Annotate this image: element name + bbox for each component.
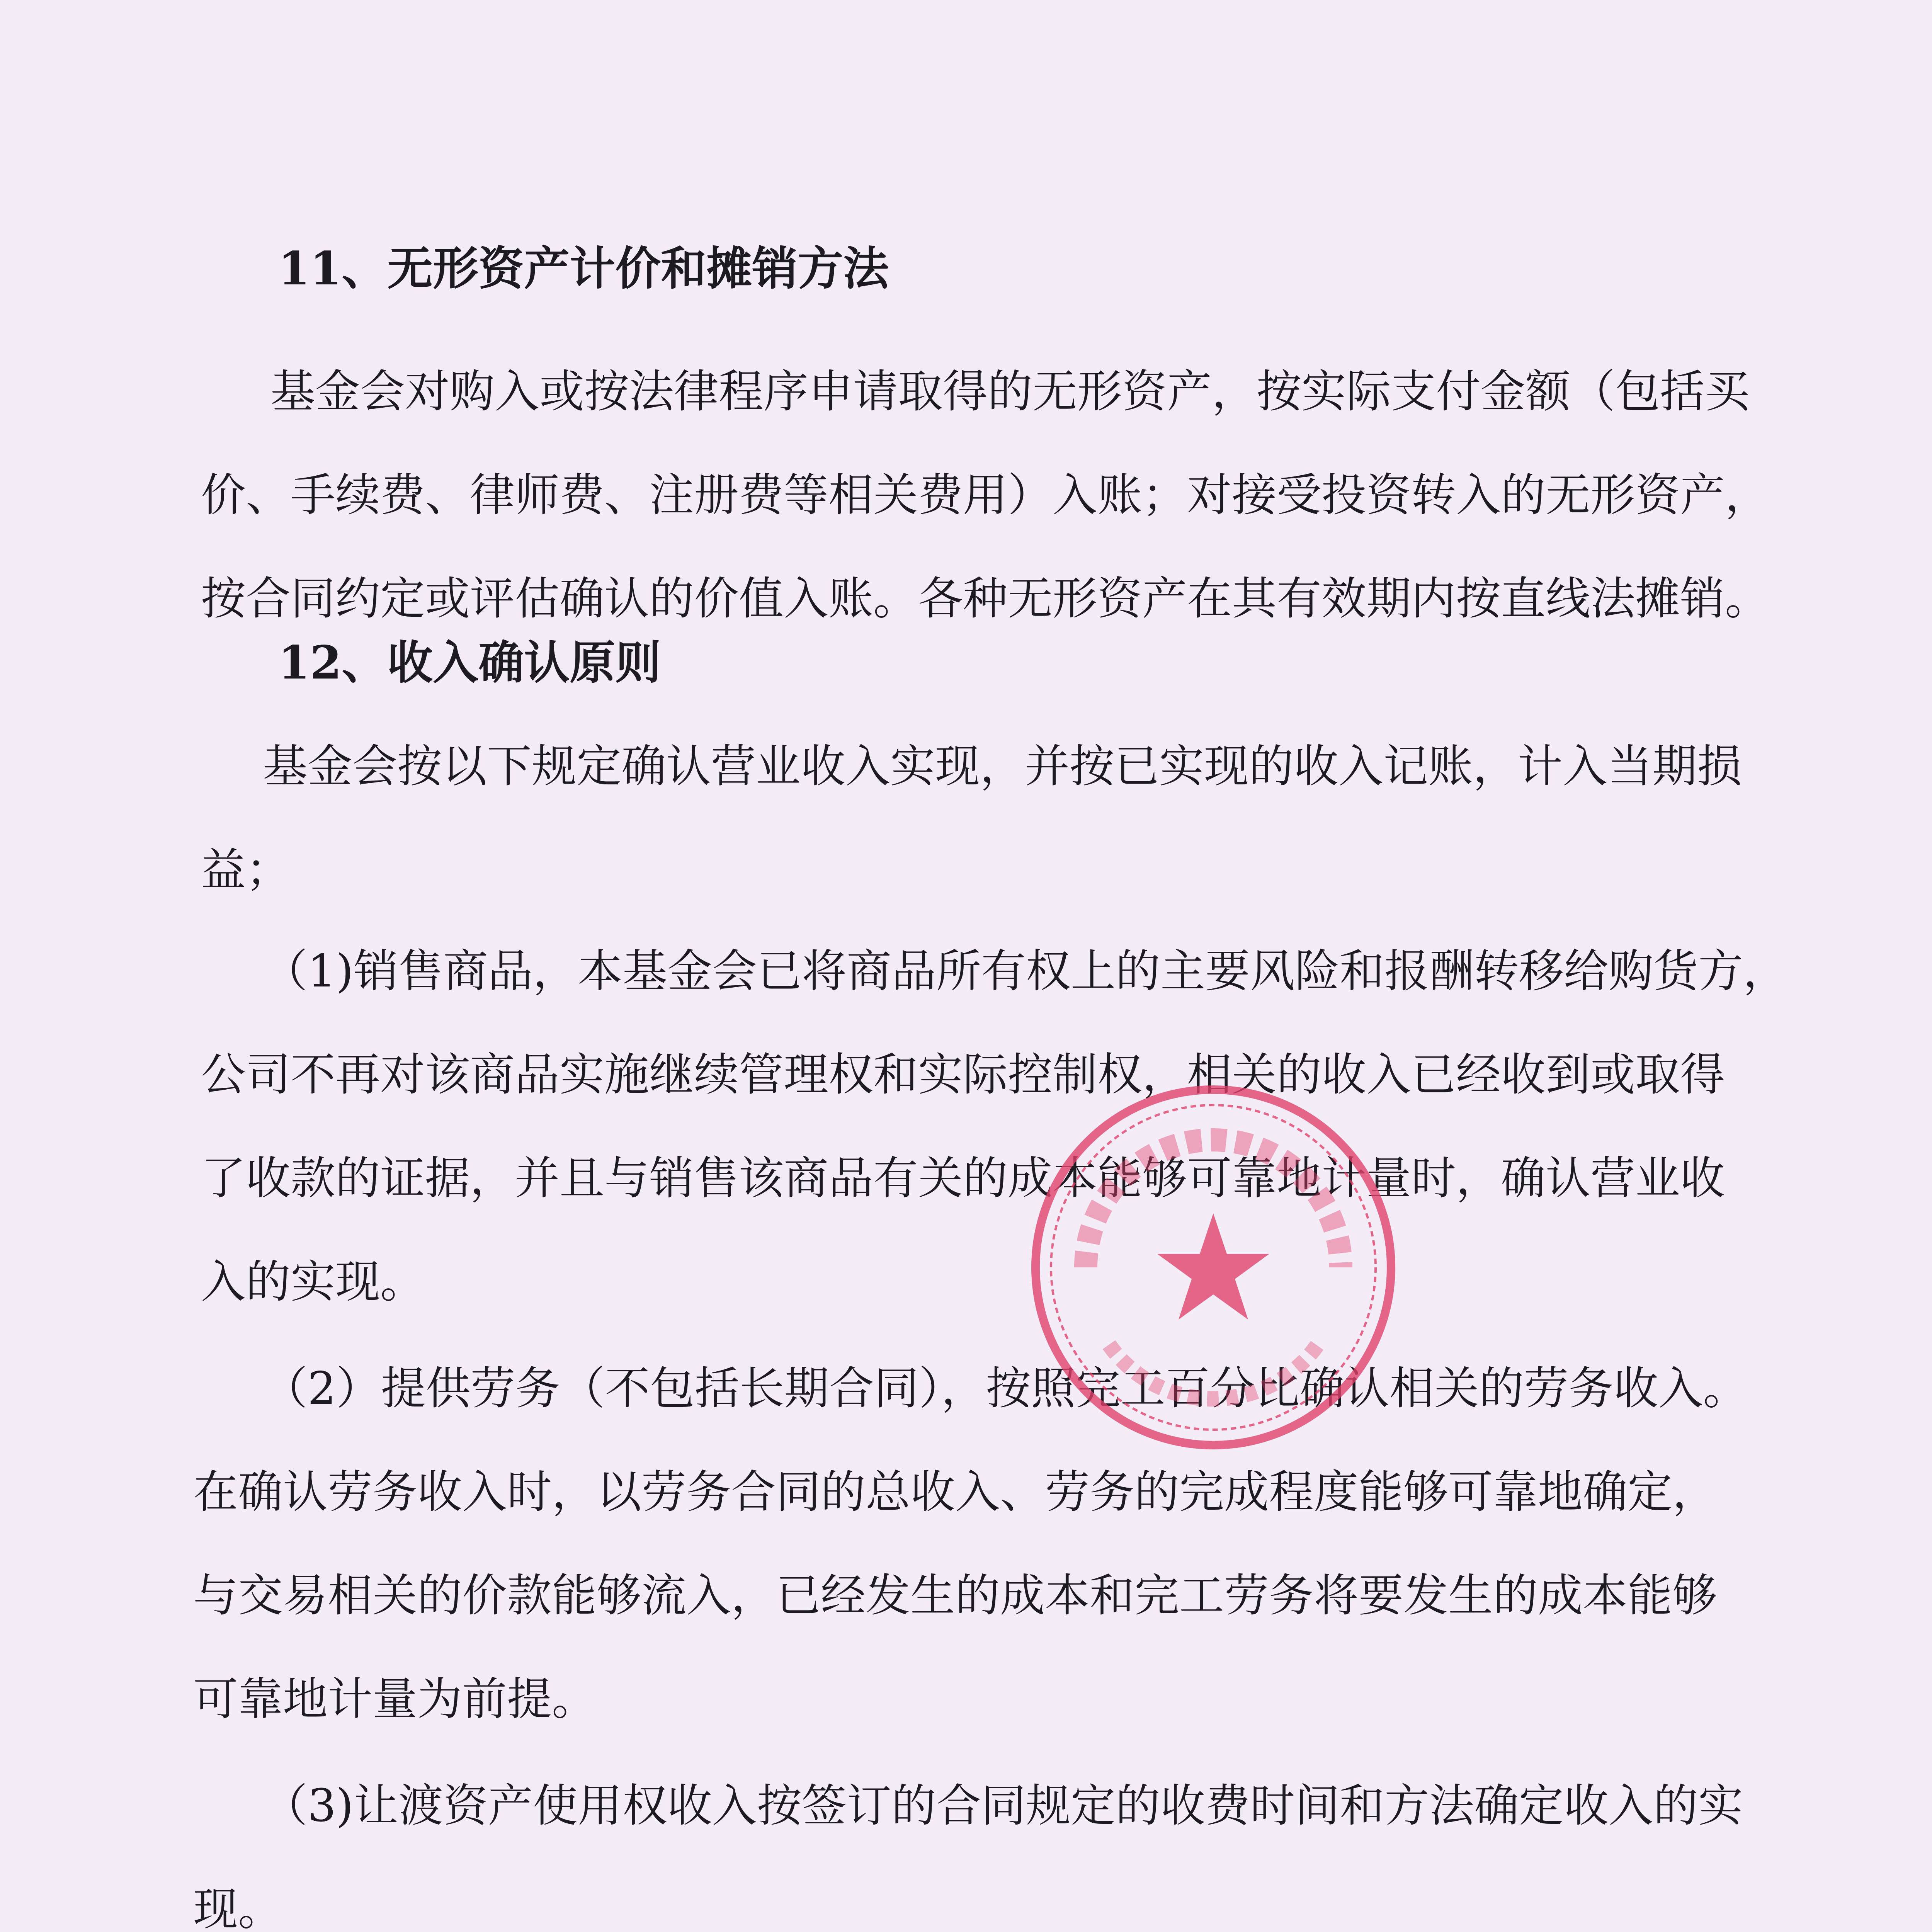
- revenue-item-3-line: （3)让渡资产使用权收入按签订的合同规定的收费时间和方法确定收入的实: [263, 1780, 1743, 1832]
- section-11-title: 11、无形资产计价和摊销方法: [278, 242, 889, 295]
- section-11-line: 基金会对购入或按法律程序申请取得的无形资产，按实际支付金额（包括买: [270, 366, 1750, 418]
- section-12-title: 12、收入确认原则: [278, 636, 661, 689]
- revenue-item-1-line: 了收款的证据，并且与销售该商品有关的成本能够可靠地计量时，确认营业收: [201, 1152, 1725, 1204]
- section-11-body: [201, 340, 1816, 651]
- revenue-item-3-line: 现。: [193, 1883, 283, 1932]
- revenue-item-1-line: 入的实现。: [201, 1256, 425, 1308]
- revenue-item-1-line: （1)销售商品，本基金会已将商品所有权上的主要风险和报酬转移给购货方，: [263, 945, 1788, 997]
- section-12-intro: [201, 715, 1816, 922]
- revenue-item-2-line: 在确认劳务收入时，以劳务合同的总收入、劳务的完成程度能够可靠地确定，: [193, 1466, 1717, 1518]
- revenue-item-2-line: 与交易相关的价款能够流入，已经发生的成本和完工劳务将要发生的成本能够: [193, 1570, 1717, 1622]
- section-12-intro-line: 益；: [201, 844, 291, 896]
- revenue-item-3: [193, 1754, 1808, 1932]
- revenue-item-2: [193, 1337, 1808, 1751]
- revenue-item-1-line: 公司不再对该商品实施继续管理权和实际控制权，相关的收入已经收到或取得: [201, 1049, 1725, 1101]
- section-12-intro-line: 基金会按以下规定确认营业收入实现，并按已实现的收入记账，计入当期损: [263, 740, 1742, 793]
- section-11-line: 按合同约定或评估确认的价值入账。各种无形资产在其有效期内按直线法摊销。: [201, 573, 1770, 625]
- section-11-line: 价、手续费、律师费、注册费等相关费用）入账；对接受投资转入的无形资产，: [201, 469, 1770, 521]
- revenue-item-1: [201, 920, 1816, 1334]
- revenue-item-2-line: 可靠地计量为前提。: [193, 1673, 597, 1725]
- revenue-item-2-line: （2）提供劳务（不包括长期合同），按照完工百分比确认相关的劳务收入。: [263, 1362, 1748, 1415]
- official-seal-stamp: [1020, 1074, 1406, 1461]
